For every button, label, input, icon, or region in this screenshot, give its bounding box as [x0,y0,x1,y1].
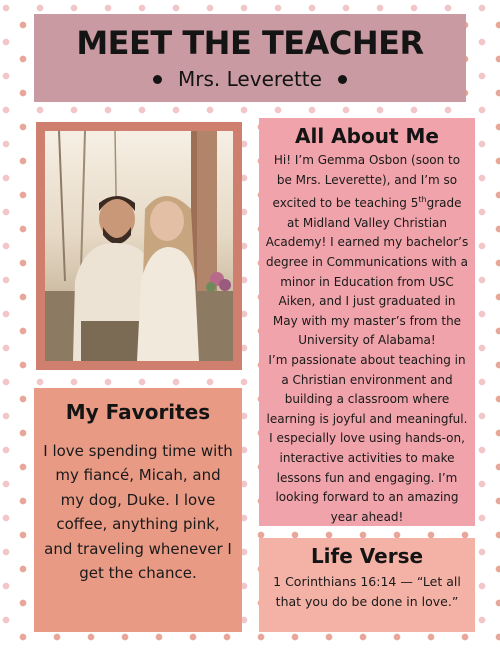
about-me-paragraph-2: I’m passionate about teaching in a Christian environment and building a classroom where learning is joyful and meaningful. I especially love using hands-on, interactive activities to make lessons fun and engaging. I’m looking forward to an amazing year ahead! [266,352,468,524]
ordinal-suffix: th [418,195,427,205]
bullet-left-icon [153,75,162,84]
couple-photo-illustration [45,131,233,361]
favorites-heading: My Favorites [65,400,211,424]
about-me-text [265,151,469,527]
couple-photo [45,131,233,361]
bullet-right-icon [338,75,347,84]
about-me-paragraph-1 [265,151,469,351]
about-text-part: Hi! I’m Gemma Osbon (soon to be Mrs. Leverette), and I’m so excited to be teaching 5 [272,153,461,211]
page-title: MEET THE TEACHER [76,24,424,62]
title-banner [34,14,466,102]
photo-frame [36,122,242,370]
subtitle-row [153,69,347,89]
about-me-box [259,118,475,526]
life-verse-text: 1 Corinthians 16:14 — “Let all that you do be done in love.” [273,574,461,609]
life-verse-heading: Life Verse [310,544,424,568]
about-text-part: grade at Midland Valley Christian Academy! I earned my bachelor’s degree in Communications with a minor in Education from USC Aiken, and I just graduated in May with my master’s from the University of Alabama! [265,196,469,348]
teacher-name: Mrs. Leverette [178,67,322,91]
life-verse-box [259,538,475,632]
favorites-box [34,388,242,632]
about-me-heading: All About Me [295,124,439,148]
favorites-text: I love spending time with my fiancé, Micah, and my dog, Duke. I love coffee, anything pink, and traveling whenever I get the chance. [43,442,233,583]
